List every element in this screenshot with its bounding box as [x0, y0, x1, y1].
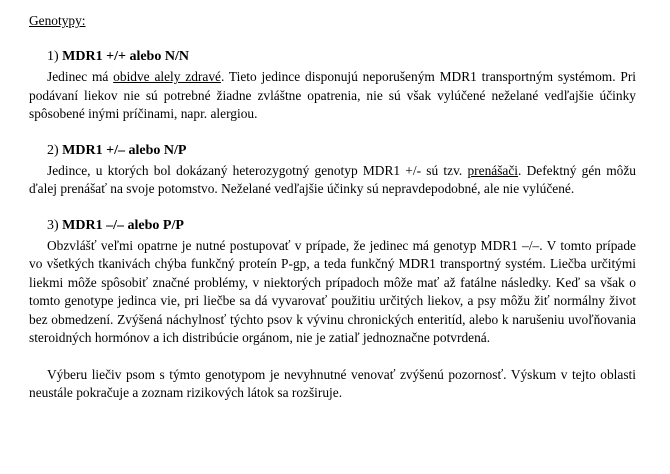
underlined-term: prenášači — [467, 162, 519, 178]
genotype-code: MDR1 +/+ alebo N/N — [62, 49, 189, 64]
section-number: 3) — [47, 217, 59, 233]
underlined-term: obidve alely zdravé — [113, 69, 221, 84]
section-number: 1) — [47, 49, 59, 64]
section-title — [29, 142, 636, 160]
section-paragraph — [29, 162, 636, 199]
genotype-code: MDR1 +/– alebo N/P — [62, 142, 187, 158]
genotypes-heading: Genotypy: — [29, 13, 86, 28]
section-paragraph: Obzvlášť veľmi opatrne je nutné postupovať v prípade, že jedinec má genotyp MDR1 –/–. V tomto prípade vo všetkých tkanivách chýba funkčný proteín P-gp, a teda funkčný MDR1 transportný systém. Liečba určitými liekmi môže spôsobiť značné problémy, v niektorých prípadoch môže mať až fatálne následky. Keď sa však o tomto genotype jedinca vie, pri liečbe sa dá vyvarovať použitiu určitých liekov, a psy môžu žiť normálny život bez obmedzení. Zvýšená náchylnosť týchto psov k vývinu chronických enteritíd, alebo k narušeniu uvoľňovania steroidných hormónov a ich distribúcie orgánom, nie je zatiaľ jednoznačne potvrdená. — [29, 237, 636, 345]
paragraph-text: Jedinec má — [47, 69, 114, 84]
section-paragraph — [29, 68, 636, 124]
paragraph-text: . Defektný gén môžu ďalej prenášať na svoje potomstvo. Neželané vedľajšie účinky sú nepravdepodobné, ale nie vylúčené. — [29, 162, 636, 196]
section-number: 2) — [47, 142, 59, 158]
section-genotype-carrier — [29, 142, 636, 199]
genotype-code: MDR1 –/– alebo P/P — [62, 217, 184, 233]
section-title — [29, 217, 636, 235]
document-page — [29, 12, 636, 403]
paragraph-text: . Tieto jedince disponujú neporušeným MDR1 transportným systémom. Pri podávaní liekov nie sú potrebné žiadne zvláštne opatrenia, nie sú však vylúčené neželané vedľajšie účinky spôsobené inými príčinami, napr. alergiou. — [29, 69, 637, 121]
section-genotype-normal — [29, 48, 636, 124]
paragraph-text: Jedince, u ktorých bol dokázaný heterozygotný genotyp MDR1 +/- sú tzv. — [47, 162, 468, 178]
section-title — [29, 48, 636, 66]
closing-paragraph: Výberu liečiv psom s týmto genotypom je nevyhnutné venovať zvýšenú pozornosť. Výskum v tejto oblasti neustále pokračuje a zoznam rizikových látok sa rozširuje. — [29, 366, 636, 400]
closing-section — [29, 366, 636, 403]
section-genotype-affected — [29, 217, 636, 348]
